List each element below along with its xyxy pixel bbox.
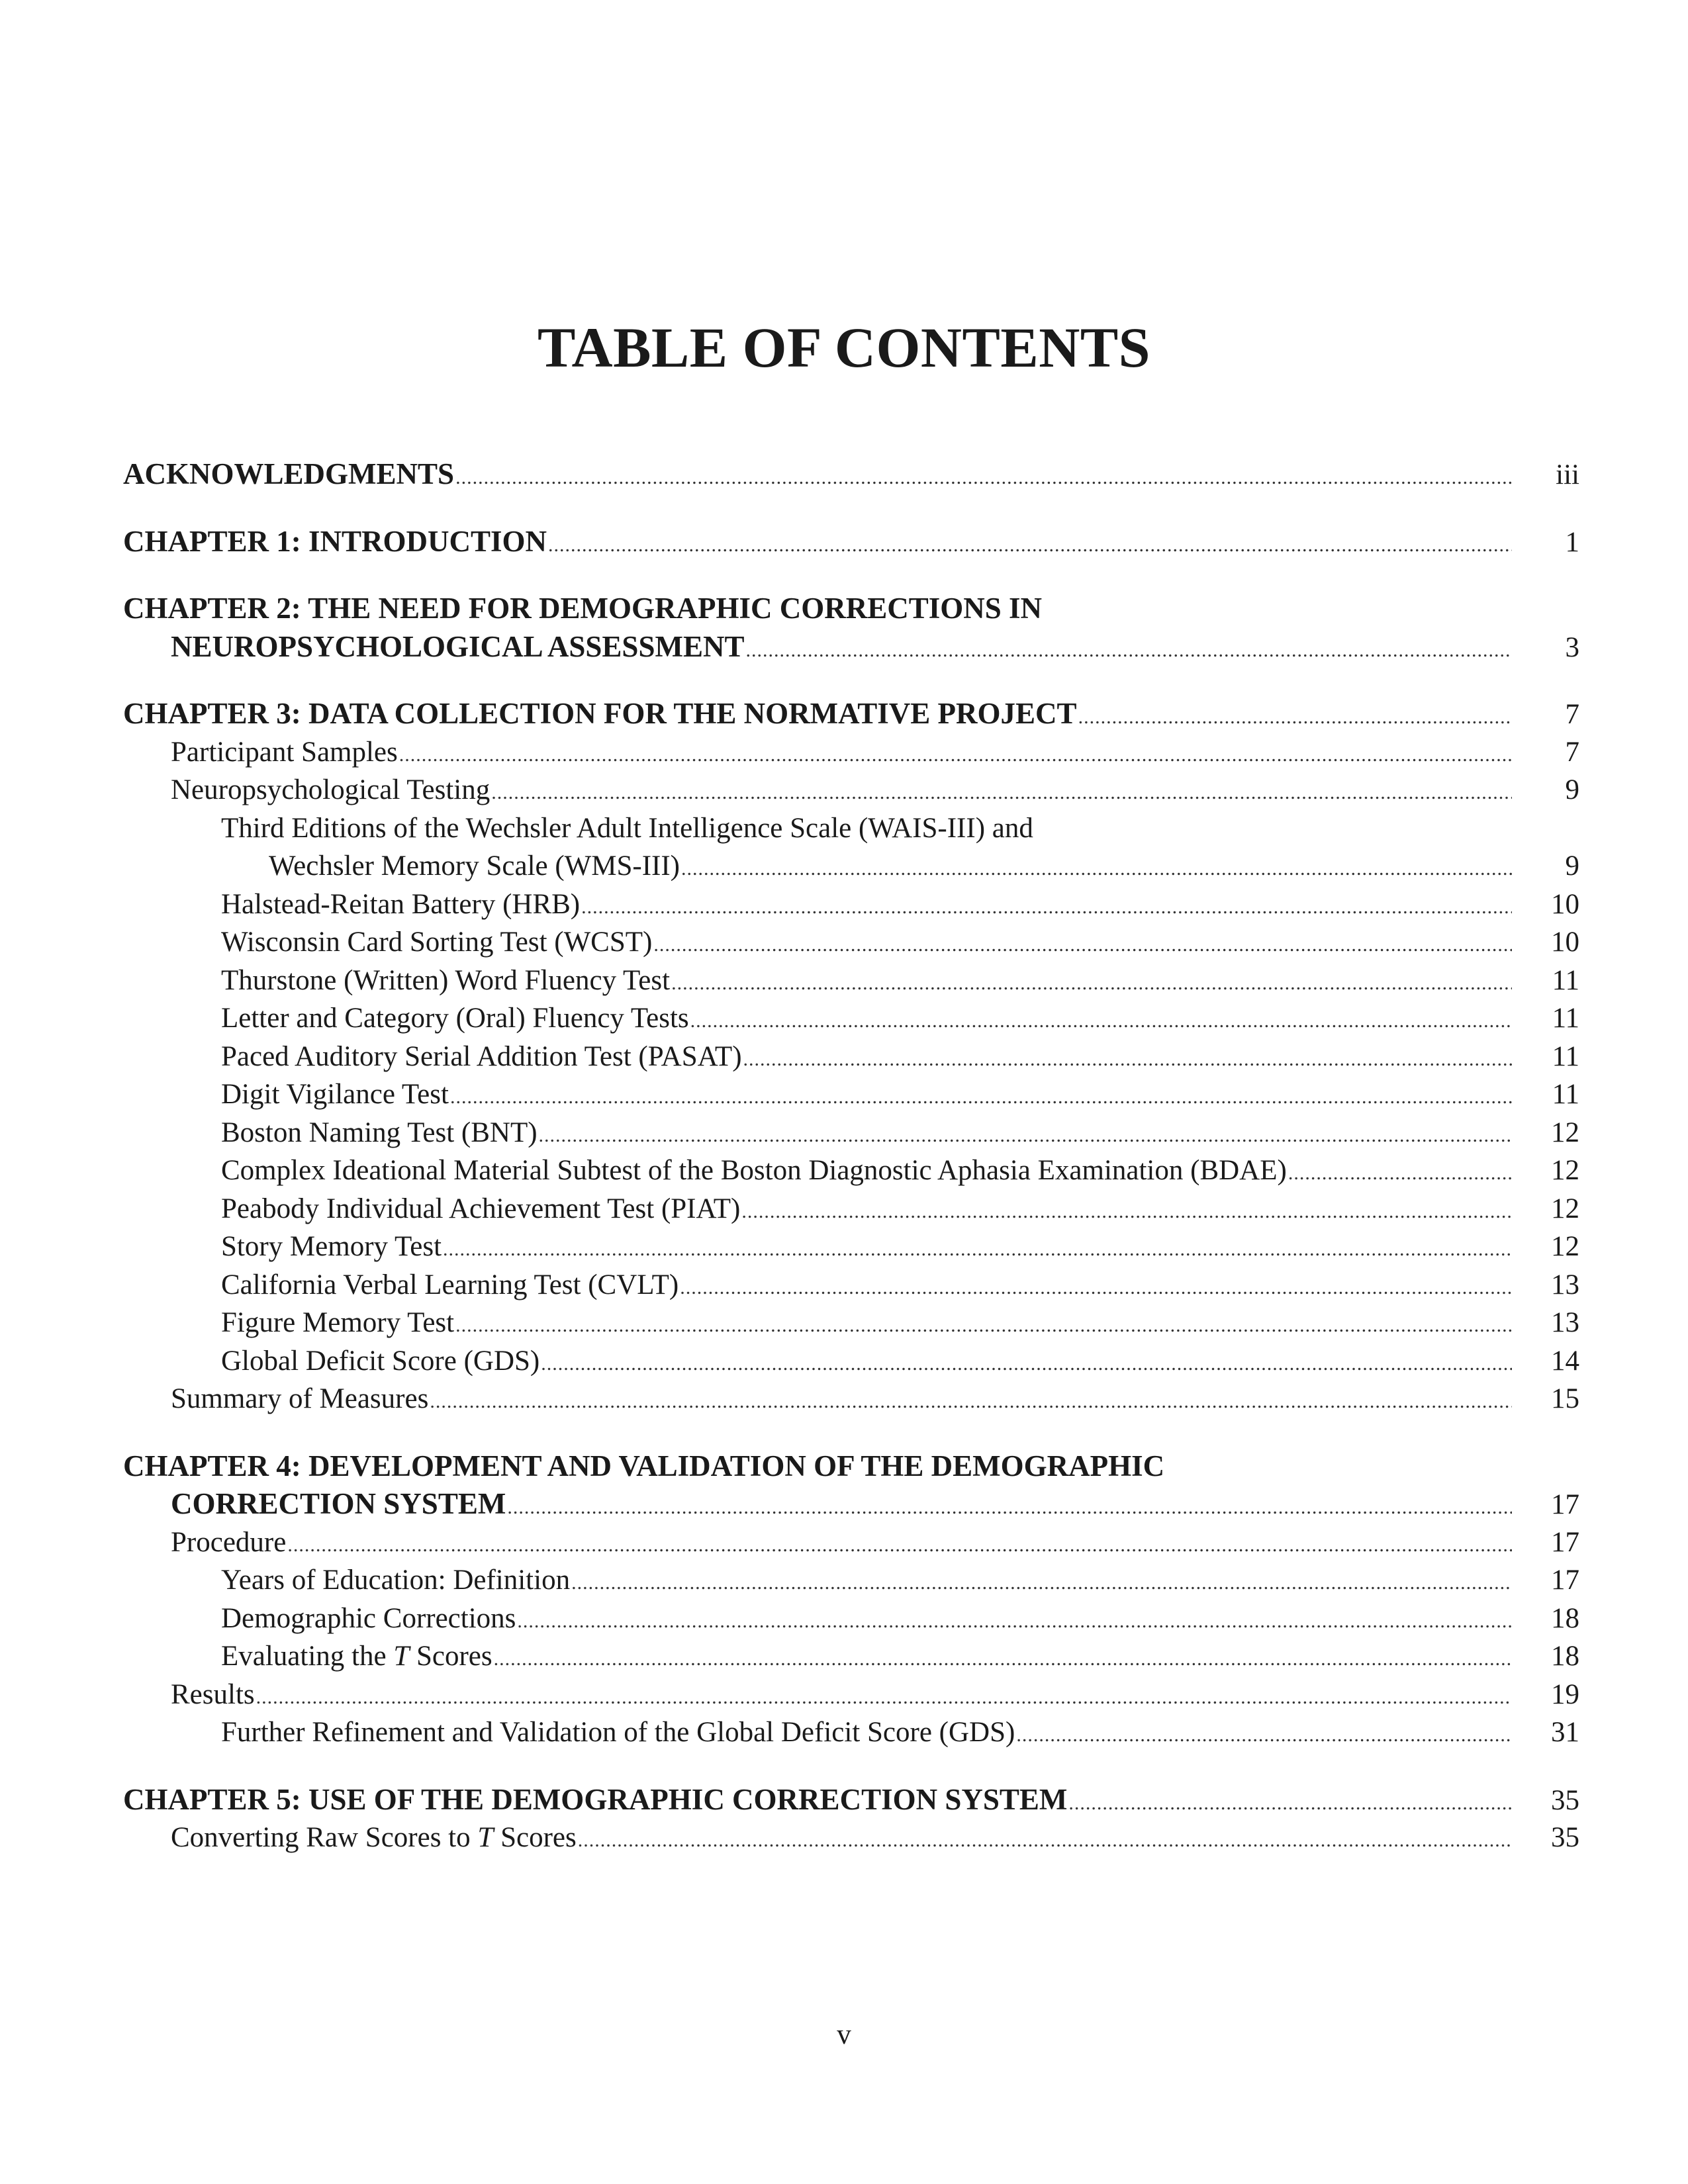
dot-leader xyxy=(1288,1154,1512,1193)
toc-entry-page: 18 xyxy=(1551,1602,1579,1634)
toc-entry[interactable] xyxy=(123,1524,1579,1562)
toc-entry[interactable] xyxy=(123,1038,1579,1076)
toc-entry[interactable] xyxy=(123,1304,1579,1342)
toc-entry-page: 10 xyxy=(1551,927,1579,958)
dot-leader xyxy=(1016,1716,1512,1754)
toc-entry-title: Wisconsin Card Sorting Test (WCST) xyxy=(221,927,653,958)
toc-entry-title: Further Refinement and Validation of the Global Deficit Score (GDS) xyxy=(221,1717,1015,1748)
toc-entry-title: Boston Naming Test (BNT) xyxy=(221,1116,538,1148)
toc-entry-title: Digit Vigilance Test xyxy=(221,1079,449,1110)
toc-entry-title: Results xyxy=(171,1678,255,1710)
toc-entry[interactable] xyxy=(123,1152,1579,1190)
dot-leader xyxy=(539,1116,1512,1155)
dot-leader xyxy=(399,736,1512,774)
toc-entry-title: Peabody Individual Achievement Test (PIAT) xyxy=(221,1193,741,1224)
toc-entry[interactable] xyxy=(123,590,1579,628)
toc-entry[interactable] xyxy=(123,771,1579,809)
toc-entry-page: 18 xyxy=(1551,1641,1579,1672)
dot-leader xyxy=(578,1821,1512,1860)
dot-leader xyxy=(494,1640,1512,1678)
toc-entry-page: 11 xyxy=(1552,1079,1579,1110)
toc-entry-title: Letter and Category (Oral) Fluency Tests xyxy=(221,1003,689,1034)
toc-entry[interactable] xyxy=(123,1075,1579,1114)
toc-entry-page: 11 xyxy=(1552,1003,1579,1034)
toc-entry[interactable] xyxy=(123,1380,1579,1418)
toc-entry-page: 17 xyxy=(1551,1526,1579,1558)
toc-entry-page: 17 xyxy=(1551,1565,1579,1596)
toc-entry[interactable] xyxy=(123,962,1579,1000)
toc-entry-page: 1 xyxy=(1565,526,1579,558)
toc-entry[interactable] xyxy=(123,809,1579,848)
toc-entry-title: Converting Raw Scores to T Scores xyxy=(171,1822,577,1853)
dot-leader xyxy=(581,888,1512,927)
toc-entry[interactable] xyxy=(123,1190,1579,1228)
toc-entry-title: Complex Ideational Material Subtest of the Boston Diagnostic Aphasia Examination (BDAE) xyxy=(221,1155,1287,1186)
toc-entry-title: Halstead-Reitan Battery (HRB) xyxy=(221,888,581,920)
dot-leader xyxy=(443,1230,1512,1269)
toc-entry-title: CHAPTER 5: USE OF THE DEMOGRAPHIC CORRECTION SYSTEM xyxy=(123,1782,1068,1816)
toc-entry-page: 31 xyxy=(1551,1717,1579,1748)
dot-leader xyxy=(256,1678,1512,1717)
dot-leader xyxy=(517,1602,1512,1641)
toc-entry-page: 17 xyxy=(1551,1489,1579,1520)
toc-entry-page: 9 xyxy=(1565,850,1579,882)
toc-entry-title: Neuropsychological Testing xyxy=(171,774,491,805)
toc-entry[interactable] xyxy=(123,923,1579,962)
table-of-contents xyxy=(123,455,1579,1857)
toc-entry[interactable] xyxy=(123,1600,1579,1638)
toc-entry[interactable] xyxy=(123,886,1579,924)
toc-entry-page: iii xyxy=(1556,459,1579,490)
toc-entry-title: Participant Samples xyxy=(171,736,398,768)
toc-entry[interactable] xyxy=(123,695,1579,733)
toc-entry[interactable] xyxy=(123,1819,1579,1857)
dot-leader xyxy=(430,1383,1512,1421)
dot-leader xyxy=(671,964,1512,1003)
toc-entry[interactable] xyxy=(123,1114,1579,1152)
dot-leader xyxy=(287,1526,1512,1565)
toc-entry-title: CHAPTER 3: DATA COLLECTION FOR THE NORMATIVE PROJECT xyxy=(123,697,1077,730)
toc-entry-page: 13 xyxy=(1551,1269,1579,1300)
toc-entry-page: 13 xyxy=(1551,1307,1579,1338)
dot-leader xyxy=(455,459,1512,497)
dot-leader xyxy=(1068,1784,1512,1823)
toc-entry[interactable] xyxy=(123,1447,1579,1486)
toc-entry-title: Thurstone (Written) Word Fluency Test xyxy=(221,964,671,996)
toc-entry-title: Figure Memory Test xyxy=(221,1307,455,1338)
toc-entry-title: ACKNOWLEDGMENTS xyxy=(123,457,455,490)
dot-leader xyxy=(571,1564,1512,1602)
toc-entry-page: 12 xyxy=(1551,1231,1579,1262)
toc-entry-title: Years of Education: Definition xyxy=(221,1565,571,1596)
dot-leader xyxy=(681,850,1512,888)
toc-entry[interactable] xyxy=(123,1342,1579,1381)
dot-leader xyxy=(491,774,1512,812)
toc-entry-title: Summary of Measures xyxy=(171,1383,429,1414)
toc-entry-title: Procedure xyxy=(171,1526,287,1558)
toc-entry-title: Demographic Corrections xyxy=(221,1602,516,1634)
toc-entry-title: Third Editions of the Wechsler Adult Intelligence Scale (WAIS-III) and xyxy=(221,812,1033,844)
toc-entry-page: 9 xyxy=(1565,774,1579,805)
toc-entry[interactable] xyxy=(123,523,1579,561)
page-title: TABLE OF CONTENTS xyxy=(537,316,1151,379)
toc-entry[interactable] xyxy=(123,733,1579,772)
toc-entry-title: Evaluating the T Scores xyxy=(221,1641,492,1672)
toc-entry-page: 35 xyxy=(1551,1784,1579,1816)
toc-entry[interactable] xyxy=(123,1637,1579,1676)
toc-entry-page: 7 xyxy=(1565,699,1579,730)
toc-entry[interactable] xyxy=(123,847,1579,886)
toc-entry-page: 7 xyxy=(1565,736,1579,768)
dot-leader xyxy=(745,631,1512,670)
toc-entry-page: 35 xyxy=(1551,1822,1579,1853)
toc-entry-title: CHAPTER 1: INTRODUCTION xyxy=(123,524,547,558)
toc-entry-title: Wechsler Memory Scale (WMS-III) xyxy=(269,850,680,882)
dot-leader xyxy=(653,926,1512,964)
toc-entry-title: California Verbal Learning Test (CVLT) xyxy=(221,1269,679,1300)
toc-entry[interactable] xyxy=(123,1713,1579,1752)
dot-leader xyxy=(455,1306,1512,1345)
toc-entry-title: NEUROPSYCHOLOGICAL ASSESSMENT xyxy=(171,629,745,663)
toc-entry-title: CHAPTER 4: DEVELOPMENT AND VALIDATION OF THE DEMOGRAPHIC xyxy=(123,1449,1165,1482)
dot-leader xyxy=(680,1269,1512,1307)
toc-entry[interactable] xyxy=(123,1676,1579,1714)
toc-entry-title: Global Deficit Score (GDS) xyxy=(221,1345,540,1377)
toc-entry-title: Paced Auditory Serial Addition Test (PASAT) xyxy=(221,1040,742,1072)
dot-leader xyxy=(743,1040,1512,1079)
toc-entry[interactable] xyxy=(123,1561,1579,1600)
toc-entry-page: 11 xyxy=(1552,964,1579,996)
toc-entry-page: 12 xyxy=(1551,1193,1579,1224)
toc-entry[interactable] xyxy=(123,1485,1579,1524)
toc-entry-page: 10 xyxy=(1551,888,1579,920)
toc-entry[interactable] xyxy=(123,628,1579,666)
toc-entry[interactable] xyxy=(123,999,1579,1038)
dot-leader xyxy=(741,1193,1512,1231)
toc-entry[interactable] xyxy=(123,1228,1579,1266)
toc-entry-title: CORRECTION SYSTEM xyxy=(171,1487,506,1520)
toc-entry-title: Story Memory Test xyxy=(221,1231,442,1262)
toc-entry[interactable] xyxy=(123,455,1579,494)
toc-entry[interactable] xyxy=(123,1266,1579,1304)
toc-entry-page: 14 xyxy=(1551,1345,1579,1377)
page-number: v xyxy=(837,2019,851,2050)
toc-entry-page: 11 xyxy=(1552,1040,1579,1072)
toc-entry-page: 15 xyxy=(1551,1383,1579,1414)
dot-leader xyxy=(450,1078,1512,1116)
dot-leader xyxy=(541,1345,1512,1383)
toc-entry-page: 3 xyxy=(1565,631,1579,663)
toc-entry-page: 19 xyxy=(1551,1678,1579,1710)
toc-entry-title: CHAPTER 2: THE NEED FOR DEMOGRAPHIC CORRECTIONS IN xyxy=(123,592,1043,625)
toc-entry-page: 12 xyxy=(1551,1155,1579,1186)
dot-leader xyxy=(507,1488,1512,1527)
toc-entry[interactable] xyxy=(123,1781,1579,1819)
dot-leader xyxy=(690,1002,1512,1040)
toc-entry-page: 12 xyxy=(1551,1116,1579,1148)
dot-leader xyxy=(1078,698,1512,737)
dot-leader xyxy=(548,526,1512,565)
